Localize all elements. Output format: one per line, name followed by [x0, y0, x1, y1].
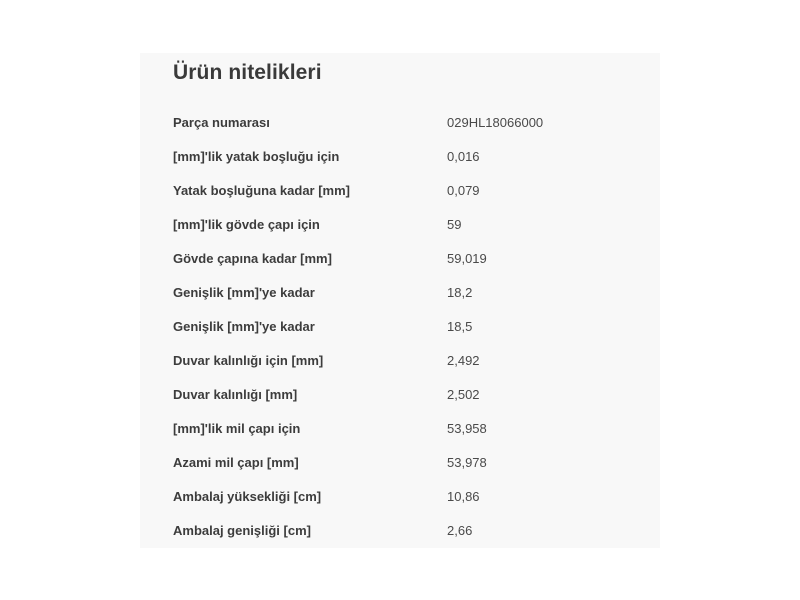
spec-value: 53,958 [447, 420, 487, 436]
spec-value: 10,86 [447, 488, 480, 504]
spec-row-width-1 [173, 275, 633, 309]
spec-value: 0,079 [447, 182, 480, 198]
spec-value: 53,978 [447, 454, 487, 470]
spec-label: Duvar kalınlığı [mm] [173, 386, 298, 402]
spec-label: Duvar kalınlığı için [mm] [173, 352, 324, 368]
spec-label: Ambalaj genişliği [cm] [173, 522, 311, 538]
product-attributes-panel [140, 53, 660, 548]
spec-row-wall-thickness-min [173, 343, 633, 377]
spec-value: 2,66 [447, 522, 473, 538]
spec-row-wall-thickness [173, 377, 633, 411]
spec-label: [mm]'lik mil çapı için [173, 420, 301, 436]
spec-row-housing-diameter-min [173, 207, 633, 241]
spec-value: 2,492 [447, 352, 480, 368]
spec-row-bearing-clearance-max [173, 173, 633, 207]
spec-value: 59 [447, 216, 462, 232]
spec-row-housing-diameter-max [173, 241, 633, 275]
spec-label: Parça numarası [173, 114, 270, 130]
spec-label: [mm]'lik yatak boşluğu için [173, 148, 340, 164]
spec-value: 0,016 [447, 148, 480, 164]
spec-row-width-2 [173, 309, 633, 343]
spec-row-package-width [173, 513, 633, 547]
spec-label: Genişlik [mm]'ye kadar [173, 284, 315, 300]
spec-label: Gövde çapına kadar [mm] [173, 250, 332, 266]
spec-list [173, 105, 633, 547]
spec-value: 18,5 [447, 318, 473, 334]
spec-row-bearing-clearance-min [173, 139, 633, 173]
section-title: Ürün nitelikleri [173, 61, 322, 84]
spec-label: Azami mil çapı [mm] [173, 454, 299, 470]
spec-value: 59,019 [447, 250, 487, 266]
spec-label: [mm]'lik gövde çapı için [173, 216, 320, 232]
spec-label: Ambalaj yüksekliği [cm] [173, 488, 322, 504]
spec-value: 2,502 [447, 386, 480, 402]
spec-row-shaft-diameter-max [173, 445, 633, 479]
spec-value: 18,2 [447, 284, 473, 300]
spec-label: Yatak boşluğuna kadar [mm] [173, 182, 350, 198]
spec-value: 029HL18066000 [447, 114, 544, 130]
spec-row-package-height [173, 479, 633, 513]
spec-row-part-number [173, 105, 633, 139]
spec-row-shaft-diameter-min [173, 411, 633, 445]
spec-label: Genişlik [mm]'ye kadar [173, 318, 315, 334]
